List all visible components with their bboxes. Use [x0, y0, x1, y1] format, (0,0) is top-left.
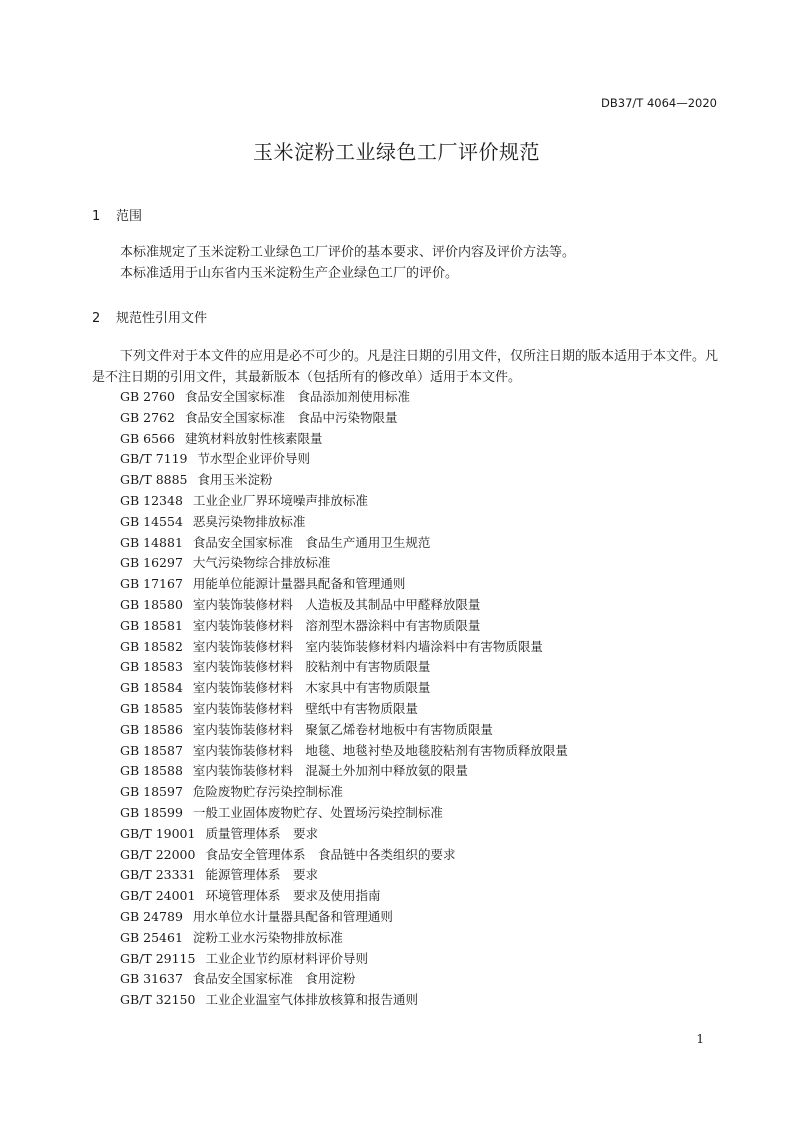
reference-item — [120, 533, 568, 554]
reference-code: GB/T 8885 — [120, 472, 188, 488]
reference-code: GB 14881 — [120, 534, 183, 550]
reference-item — [120, 907, 568, 928]
page-title: 玉米淀粉工业绿色工厂评价规范 — [253, 140, 540, 164]
reference-item — [120, 886, 568, 907]
reference-code: GB/T 29115 — [120, 950, 196, 966]
reference-code: GB 24789 — [120, 908, 183, 924]
reference-title: 食品安全管理体系 食品链中各类组织的要求 — [205, 846, 456, 862]
section-number: 2 — [92, 311, 101, 326]
reference-title: 用水单位水计量器具配备和管理通则 — [192, 908, 393, 924]
reference-code: GB/T 24001 — [120, 888, 196, 904]
reference-item — [120, 699, 568, 720]
reference-code: GB 25461 — [120, 929, 183, 945]
document-code: DB37/T 4064—2020 — [601, 96, 717, 110]
reference-code: GB/T 32150 — [120, 992, 196, 1008]
reference-code: GB 18583 — [120, 659, 183, 675]
reference-title: 工业企业节约原材料评价导则 — [205, 950, 368, 966]
reference-title: 室内装饰装修材料 壁纸中有害物质限量 — [192, 700, 418, 716]
reference-item — [120, 574, 568, 595]
reference-title: 恶臭污染物排放标准 — [192, 513, 306, 529]
reference-title: 用能单位能源计量器具配备和管理通则 — [192, 576, 406, 592]
section-heading-scope — [92, 205, 142, 224]
reference-code: GB 14554 — [120, 513, 183, 529]
reference-code: GB 18582 — [120, 638, 183, 654]
reference-item — [120, 720, 568, 741]
reference-code: GB/T 22000 — [120, 846, 196, 862]
reference-item — [120, 449, 568, 470]
reference-code: GB 12348 — [120, 492, 183, 508]
reference-title: 节水型企业评价导则 — [197, 451, 311, 467]
reference-title: 工业企业厂界环境噪声排放标准 — [192, 492, 368, 508]
reference-item — [120, 678, 568, 699]
reference-item — [120, 408, 568, 429]
reference-item — [120, 657, 568, 678]
reference-title: 危险废物贮存污染控制标准 — [192, 784, 343, 800]
reference-title: 环境管理体系 要求及使用指南 — [205, 888, 381, 904]
reference-item — [120, 782, 568, 803]
reference-title: 室内装饰装修材料 人造板及其制品中甲醛释放限量 — [192, 596, 481, 612]
reference-code: GB 18580 — [120, 596, 183, 612]
section-heading-normative-references — [92, 307, 207, 326]
reference-title: 室内装饰装修材料 混凝土外加剂中释放氨的限量 — [192, 763, 468, 779]
reference-code: GB 18581 — [120, 617, 183, 633]
reference-code: GB 18586 — [120, 721, 183, 737]
reference-title: 能源管理体系 要求 — [205, 867, 318, 883]
reference-title: 建筑材料放射性核素限量 — [184, 430, 323, 446]
reference-code: GB/T 19001 — [120, 825, 196, 841]
reference-title: 食品安全国家标准 食品中污染物限量 — [184, 409, 398, 425]
reference-title: 食品安全国家标准 食品添加剂使用标准 — [184, 389, 410, 404]
reference-item — [120, 637, 568, 658]
reference-item — [120, 803, 568, 824]
reference-item — [120, 990, 568, 1011]
section-title: 规范性引用文件 — [116, 311, 208, 326]
reference-item — [120, 845, 568, 866]
reference-title: 质量管理体系 要求 — [205, 825, 318, 841]
reference-item — [120, 969, 568, 990]
reference-code: GB 6566 — [120, 430, 175, 446]
reference-code: GB 18599 — [120, 804, 183, 820]
reference-code: GB 16297 — [120, 555, 183, 571]
paragraph: 本标准规定了玉米淀粉工业绿色工厂评价的基本要求、评价内容及评价方法等。 — [120, 245, 576, 260]
reference-code: GB/T 7119 — [120, 451, 188, 467]
reference-code: GB 2760 — [120, 389, 175, 404]
reference-title: 食品安全国家标准 食品生产通用卫生规范 — [192, 534, 431, 550]
paragraph: 下列文件对于本文件的应用是必不可少的。凡是注日期的引用文件，仅所注日期的版本适用于本文件。凡是不注日期的引用文件，其最新版本（包括所有的修改单）适用于本文件。 — [92, 349, 719, 385]
reference-item — [120, 949, 568, 970]
section-title: 范围 — [116, 209, 143, 224]
reference-item — [120, 761, 568, 782]
reference-item — [120, 741, 568, 762]
reference-title: 室内装饰装修材料 聚氯乙烯卷材地板中有害物质限量 — [192, 721, 493, 737]
reference-code: GB 18587 — [120, 742, 183, 758]
reference-code: GB 18585 — [120, 700, 183, 716]
reference-list — [120, 387, 568, 1011]
reference-item — [120, 616, 568, 637]
reference-title: 大气污染物综合排放标准 — [192, 555, 331, 571]
reference-item — [120, 429, 568, 450]
reference-item — [120, 553, 568, 574]
reference-item — [120, 865, 568, 886]
paragraph: 本标准适用于山东省内玉米淀粉生产企业绿色工厂的评价。 — [120, 266, 459, 281]
reference-item — [120, 512, 568, 533]
reference-code: GB 18597 — [120, 784, 183, 800]
reference-title: 室内装饰装修材料 地毯、地毯衬垫及地毯胶粘剂有害物质释放限量 — [192, 742, 568, 758]
reference-item — [120, 824, 568, 845]
reference-item — [120, 928, 568, 949]
reference-code: GB 2762 — [120, 409, 175, 425]
reference-title: 一般工业固体废物贮存、处置场污染控制标准 — [192, 804, 443, 820]
reference-title: 室内装饰装修材料 胶粘剂中有害物质限量 — [192, 659, 431, 675]
reference-code: GB 18584 — [120, 680, 183, 696]
reference-title: 室内装饰装修材料 室内装饰装修材料内墙涂料中有害物质限量 — [192, 638, 543, 654]
reference-title: 室内装饰装修材料 溶剂型木器涂料中有害物质限量 — [192, 617, 481, 633]
reference-title: 食用玉米淀粉 — [197, 472, 273, 488]
reference-title: 淀粉工业水污染物排放标准 — [192, 929, 343, 945]
page-number: 1 — [696, 1032, 704, 1046]
reference-code: GB 17167 — [120, 576, 183, 592]
reference-title: 食品安全国家标准 食用淀粉 — [192, 971, 356, 987]
reference-code: GB 31637 — [120, 971, 183, 987]
reference-title: 工业企业温室气体排放核算和报告通则 — [205, 992, 418, 1008]
section-number: 1 — [92, 209, 101, 224]
reference-item — [120, 595, 568, 616]
reference-item — [120, 470, 568, 491]
reference-item — [120, 387, 568, 408]
reference-code: GB 18588 — [120, 763, 183, 779]
reference-code: GB/T 23331 — [120, 867, 196, 883]
reference-title: 室内装饰装修材料 木家具中有害物质限量 — [192, 680, 431, 696]
reference-item — [120, 491, 568, 512]
